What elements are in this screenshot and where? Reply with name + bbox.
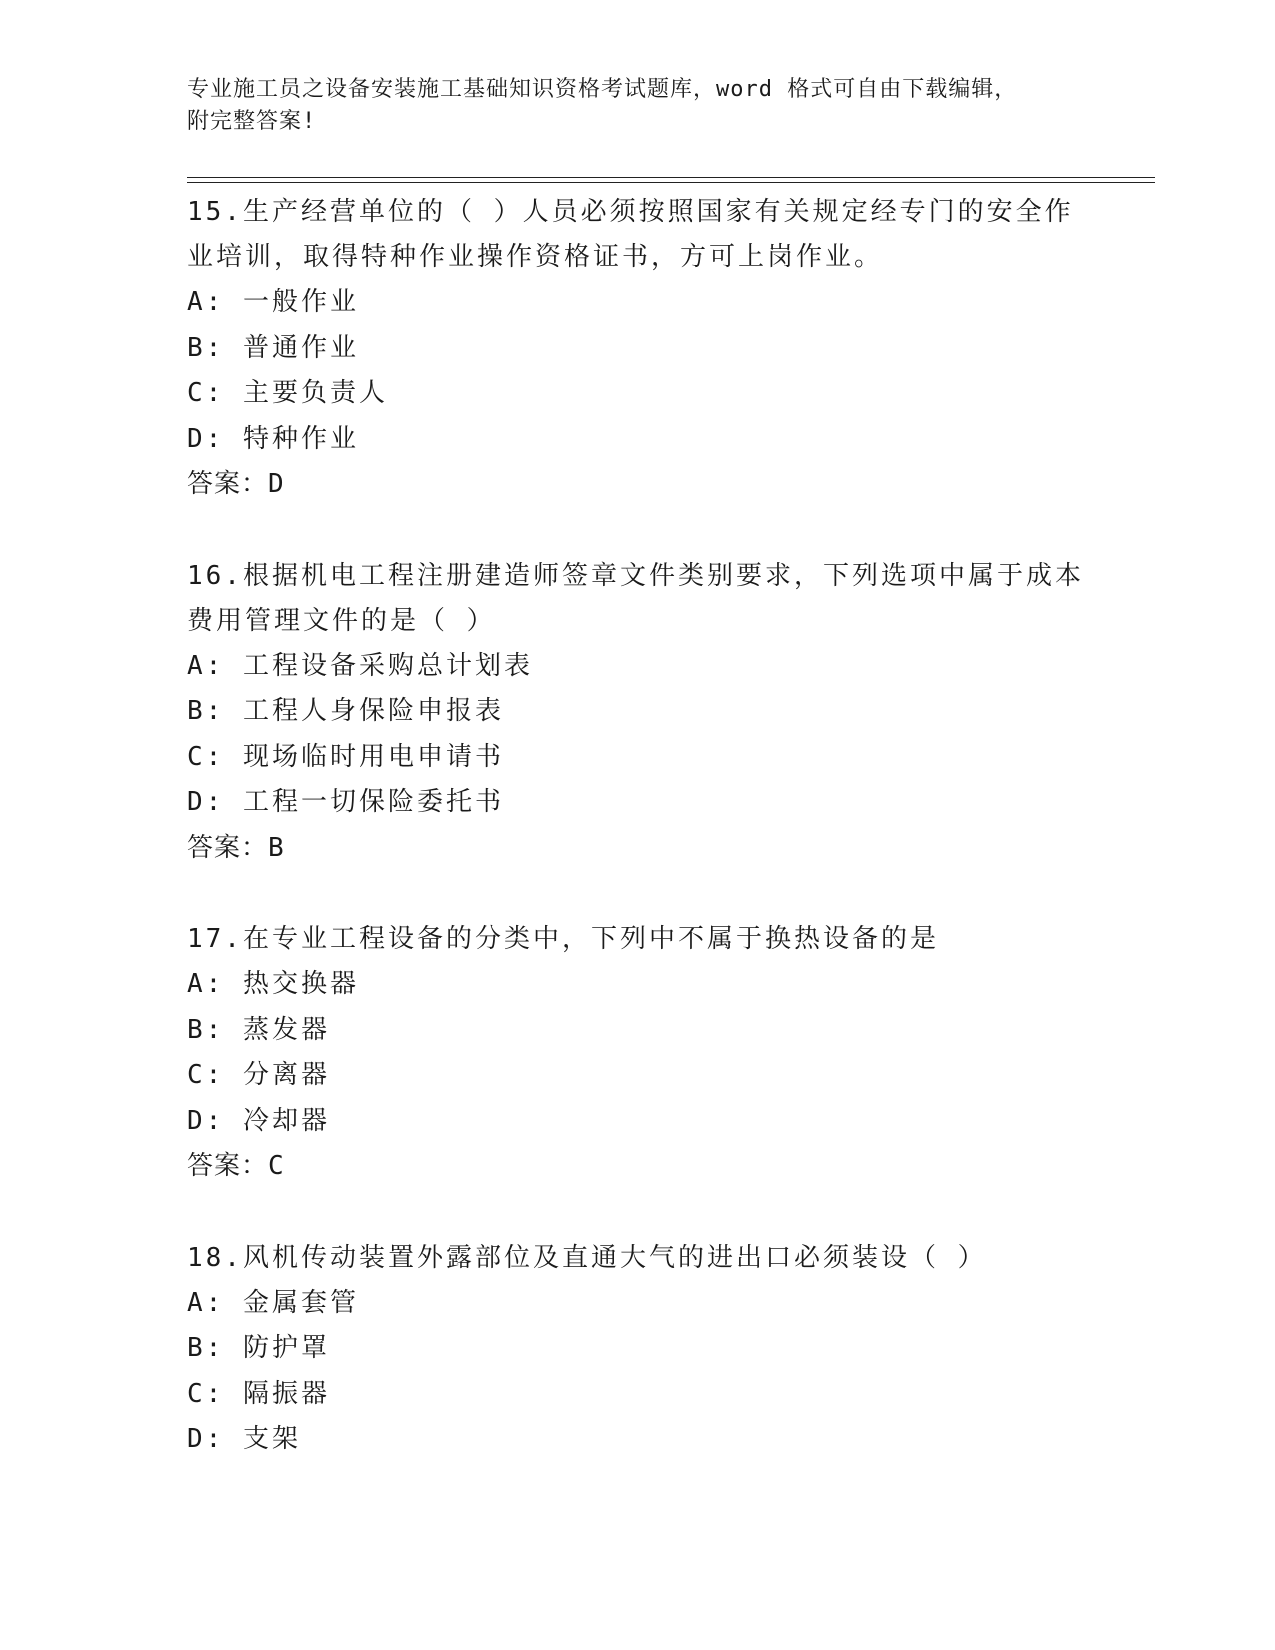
answer-line: 答案：B [187,832,285,863]
header-intro-line-2: 附完整答案! [187,109,317,134]
option-a: A: 工程设备采购总计划表 [187,650,533,681]
option-b: B: 普通作业 [187,332,359,363]
question-list [187,190,1087,1509]
option-a: A: 一般作业 [187,287,359,317]
question-stem-line-1: 18.风机传动装置外露部位及直通大气的进出口必须装设（ ） [187,1242,987,1273]
option-c: C: 隔振器 [187,1378,330,1409]
option-d: D: 支架 [187,1424,301,1454]
option-b: B: 防护罩 [187,1333,330,1363]
option-b: B: 蒸发器 [187,1014,330,1045]
option-a: A: 金属套管 [187,1287,359,1318]
option-d: D: 冷却器 [187,1105,330,1136]
header-intro-line-1: 专业施工员之设备安装施工基础知识资格考试题库，word 格式可自由下载编辑， [187,77,1018,102]
option-a: A: 热交换器 [187,969,359,999]
question-17 [187,917,1087,1190]
question-stem-line-2: 费用管理文件的是（ ） [187,605,496,636]
question-16 [187,554,1087,872]
answer-line: 答案：C [187,1151,285,1181]
answer-line: 答案：D [187,469,285,499]
header-divider-bottom [187,182,1155,183]
question-stem-line-2: 业培训，取得特种作业操作资格证书，方可上岗作业。 [187,242,884,272]
question-stem-line-1: 16.根据机电工程注册建造师签章文件类别要求，下列选项中属于成本 [187,560,1084,591]
option-c: C: 主要负责人 [187,378,388,408]
option-c: C: 现场临时用电申请书 [187,741,504,772]
header-divider-top [187,177,1155,178]
document-header [187,74,1087,138]
question-stem-line-1: 17.在专业工程设备的分类中，下列中不属于换热设备的是 [187,924,939,954]
option-c: C: 分离器 [187,1060,330,1090]
option-d: D: 特种作业 [187,423,359,454]
question-18 [187,1236,1087,1463]
question-stem-line-1: 15.生产经营单位的（ ）人员必须按照国家有关规定经专门的安全作 [187,197,1074,227]
option-d: D: 工程一切保险委托书 [187,787,504,817]
option-b: B: 工程人身保险申报表 [187,696,504,726]
question-15 [187,190,1087,508]
